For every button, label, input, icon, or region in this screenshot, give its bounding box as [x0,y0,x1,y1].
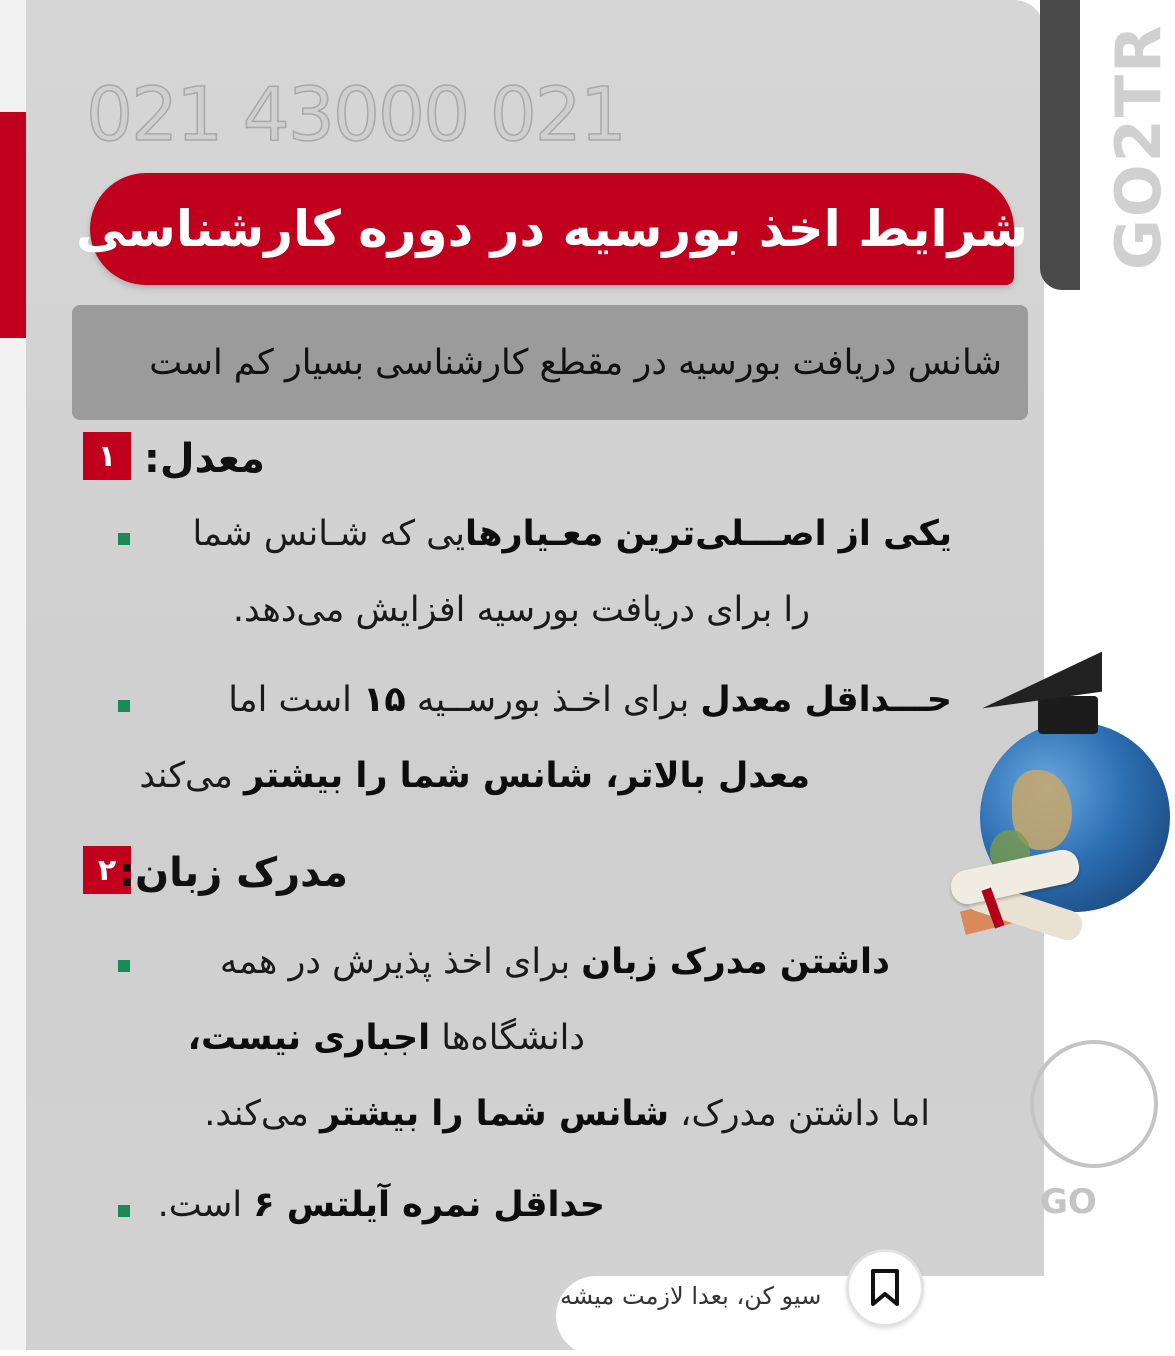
bold-text: شانس شما را بیشتر [319,1094,669,1134]
text-span: دانشگاه‌ها [430,1018,585,1058]
text-span: می‌کند. [204,1094,320,1134]
watermark-text: GO [1040,1182,1097,1222]
subtitle-text: شانس دریافت بورسیه در مقطع کارشناسی بسیار کم است [149,342,1002,383]
save-button[interactable] [846,1249,924,1327]
text-span: برای اخذ پذیرش در همه [219,942,582,982]
text-span: می‌کند [139,756,245,796]
list-item [158,1185,605,1225]
section-number-badge: ۱ [83,432,131,480]
list-item-continuation [139,756,810,796]
list-item [228,680,952,720]
bold-text: یکی از اصـــلی‌ترین معـیارها [465,514,952,554]
graduation-cap-icon [1038,696,1098,734]
bold-text: حداقل نمره آیلتس ۶ [253,1185,605,1225]
bold-text: معدل بالاتر، شانس شما را بیشتر [244,756,810,796]
watermark-logo-icon [1030,1040,1158,1168]
left-red-accent [0,112,26,338]
phone-number: 021 43000 021 [86,72,625,158]
bullet-icon [118,700,130,712]
brand-logo: GO2TR [1102,23,1175,270]
list-item [192,514,952,554]
save-hint-text: سیو کن، بعدا لازمت میشه [560,1282,822,1310]
bold-text: اجباری نیست، [187,1018,431,1058]
section-heading: معدل: [143,436,265,482]
text-span: اما داشتن مدرک، [669,1094,930,1134]
section-number-badge: ۲ [83,846,131,894]
bullet-icon [118,960,130,972]
text-span: است. [157,1185,254,1225]
bold-number: ۱۵ [363,680,406,720]
subtitle-box [72,305,1028,420]
list-item-continuation [204,1094,930,1134]
bullet-icon [118,1205,130,1217]
bullet-icon [118,533,130,545]
text-span: برای اخـذ بورســیه [405,680,701,720]
bold-text: حـــداقل معدل [700,680,952,720]
section-heading: مدرک زبان: [119,850,348,896]
text-span: است اما [228,680,364,720]
bookmark-icon [868,1268,902,1308]
text-span: یی که شـانس شما [192,514,466,554]
title-banner [76,173,1028,285]
page-title: شرایط اخذ بورسیه در دوره کارشناسی [76,200,1028,258]
graduation-globe-image [950,660,1080,950]
list-item-continuation [188,1018,585,1058]
bold-text: داشتن مدرک زبان [581,942,890,982]
brand-tab [1040,0,1175,290]
list-item-continuation: را برای دریافت بورسیه افزایش می‌دهد. [232,590,810,630]
list-item [220,942,890,982]
